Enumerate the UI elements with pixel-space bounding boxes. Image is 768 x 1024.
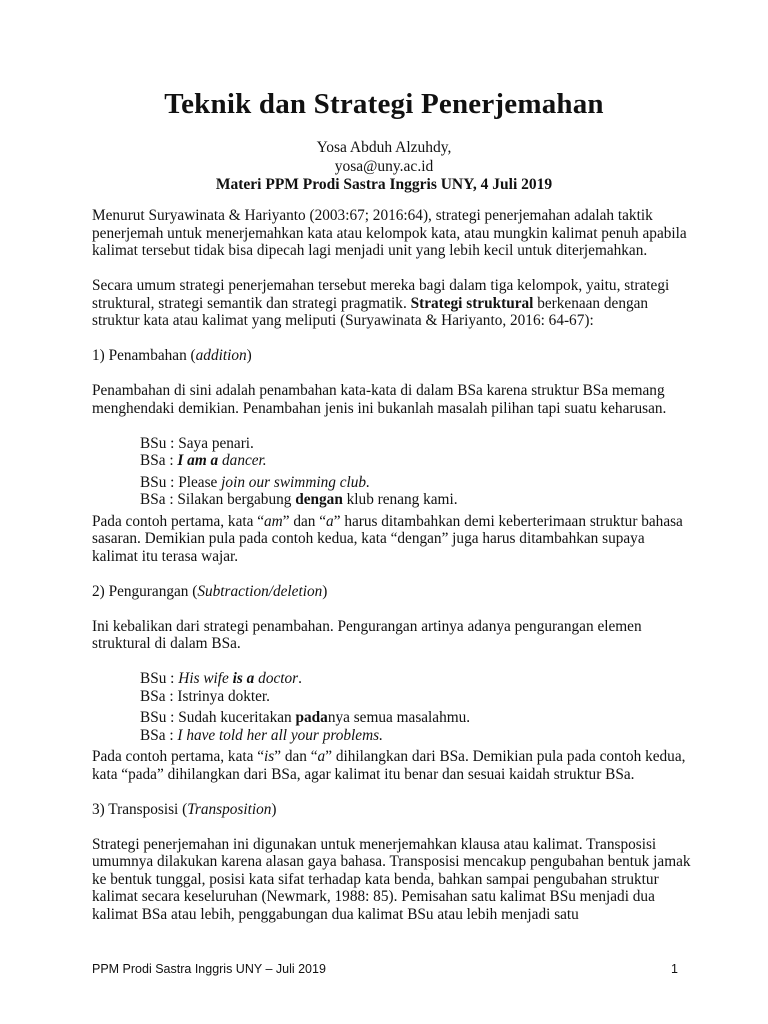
s2-heading-a: 2) Pengurangan (	[92, 582, 198, 600]
s2-note-a: Pada contoh pertama, kata “	[92, 748, 265, 765]
s1-ex2-bsu	[140, 474, 692, 492]
document-title: Teknik dan Strategi Penerjemahan	[164, 88, 604, 120]
s1-ex1-bsa	[140, 452, 692, 470]
section2-example-1	[92, 670, 692, 705]
s1-heading-b: )	[246, 347, 252, 364]
s2-note-c: ” dihilangkan dari BSa. Demikian pula pada contoh kedua, kata “pada” dihilangkan dari BSa, agar kalimat itu benar dan sesuai kaidah struktur BSa.	[92, 748, 686, 783]
s1-ex1-bsa-bold: I am a	[177, 452, 219, 469]
s2-ex1-bsu-i1: His wife	[178, 670, 233, 687]
s3-heading-italic: Transposition	[187, 800, 272, 818]
s2-ex1-bsu-bold: is a	[232, 670, 255, 687]
section3-description: Strategi penerjemahan ini digunakan untuk menerjemahkan klausa atau kalimat. Transposisi umumnya dilakukan karena alasan gaya bahasa. Transposisi mencakup pengubahan bentuk jamak ke bentuk tunggal, posisi kata sifat terhadap kata benda, bahkan sampai pengubahan struktur kalimat secara keseluruhan (Newmark, 1988: 85). Pemisahan satu kalimat BSu menjadi dua kalimat BSa atau lebih, penggabungan dua kalimat BSu atau lebih menjadi satu	[92, 835, 691, 923]
section1-heading	[92, 347, 692, 365]
section2-note	[92, 748, 692, 783]
section1-note	[92, 513, 692, 566]
event-line: Materi PPM Prodi Sastra Inggris UNY, 4 Juli 2019	[215, 176, 553, 193]
s1-ex1-bsa-italic: dancer.	[218, 452, 267, 469]
s2-note-b: ” dan “	[274, 748, 318, 765]
s1-ex2-bsa-bold: dengan	[295, 491, 343, 508]
s1-note-i1: am	[264, 512, 283, 530]
s2-ex1-bsa: BSa : Istrinya dokter.	[140, 687, 271, 705]
s1-heading-a: 1) Penambahan (	[92, 347, 196, 364]
section2-example-2	[92, 709, 692, 744]
s1-note-a: Pada contoh pertama, kata “	[92, 512, 265, 530]
page-number: 1	[671, 962, 678, 976]
s1-note-c: ” harus ditambahkan demi keberterimaan struktur bahasa sasaran. Demikian pula pada contoh kedua, kata “dengan” juga harus ditambahkan supaya kalimat itu terasa wajar.	[92, 512, 683, 565]
s1-heading-italic: addition	[195, 347, 247, 364]
s1-ex1-bsu: BSu : Saya penari.	[140, 434, 254, 452]
section1-example-2	[92, 474, 692, 509]
intro-p2-text: Secara umum strategi penerjemahan tersebut mereka bagi dalam tiga kelompok, yaitu, strategi struktural, strategi semantik dan strategi pragmatik.	[92, 277, 670, 312]
s2-ex1-bsu-label: BSu :	[140, 670, 179, 687]
footer-text: PPM Prodi Sastra Inggris UNY – Juli 2019	[92, 962, 326, 976]
s1-ex2-bsa-c: klub renang kami.	[342, 491, 458, 508]
s2-note-i2: a	[317, 748, 326, 765]
s2-ex1-bsu-period: .	[298, 670, 302, 687]
s1-ex2-bsa	[140, 491, 692, 509]
section1-description: Penambahan di sini adalah penambahan kata-kata di dalam BSa karena struktur BSa memang menghendaki demikian. Penambahan jenis ini bukanlah masalah pilihan tapi suatu keharusan.	[92, 382, 667, 417]
section1-example-1	[92, 435, 692, 470]
section2-heading	[92, 583, 692, 601]
s2-ex2-bsu-bold: pada	[295, 709, 328, 726]
s2-note-i1: is	[264, 748, 275, 765]
intro-p2-text-2: berkenaan dengan struktur kata atau kalimat yang meliputi (Suryawinata & Hariyanto, 2016: 64-67):	[92, 294, 649, 329]
document-body	[92, 207, 692, 923]
s1-ex1-bsa-label: BSa :	[140, 452, 178, 469]
s2-ex2-bsa-italic: I have told her all your problems.	[177, 726, 383, 744]
author-name: Yosa Abduh Alzuhdy,	[316, 139, 452, 156]
page-footer	[92, 962, 678, 976]
s2-heading-b: )	[322, 582, 328, 600]
intro-paragraph-2	[92, 277, 692, 330]
author-email: yosa@uny.ac.id	[334, 157, 434, 175]
section3-heading	[92, 801, 692, 819]
s2-ex1-bsu-i2: doctor	[254, 670, 299, 687]
s2-ex2-bsu	[140, 709, 692, 727]
s1-ex2-bsa-a: BSa : Silakan bergabung	[140, 491, 296, 508]
s1-note-b: ” dan “	[282, 512, 327, 530]
byline	[0, 139, 768, 195]
s3-heading-a: 3) Transposisi (	[92, 800, 188, 818]
s2-ex2-bsu-a: BSu : Sudah kuceritakan	[140, 709, 296, 726]
s1-ex2-bsu-italic: join our swimming club.	[221, 473, 370, 491]
s1-ex2-bsu-label: BSu : Please	[140, 473, 222, 491]
s2-ex2-bsa-label: BSa :	[140, 726, 178, 744]
s2-ex2-bsa	[140, 727, 692, 745]
section2-description: Ini kebalikan dari strategi penambahan. Pengurangan artinya adanya pengurangan elemen struktural di dalam BSa.	[92, 617, 642, 652]
s1-note-i2: a	[326, 512, 334, 530]
intro-p2-bold: Strategi struktural	[410, 294, 534, 312]
intro-paragraph-1: Menurut Suryawinata & Hariyanto (2003:67; 2016:64), strategi penerjemahan adalah taktik penerjemah untuk menerjemahkan kata atau kelompok kata, atau mungkin kalimat penuh apabila kalimat tersebut tidak bisa dipecah lagi menjadi unit yang lebih kecil untuk diterjemahkan.	[92, 207, 687, 259]
s3-heading-b: )	[271, 800, 277, 818]
s2-ex2-bsu-c: nya semua masalahmu.	[327, 709, 471, 726]
s2-heading-italic: Subtraction/deletion	[197, 582, 323, 600]
s2-ex1-bsu	[140, 670, 692, 688]
